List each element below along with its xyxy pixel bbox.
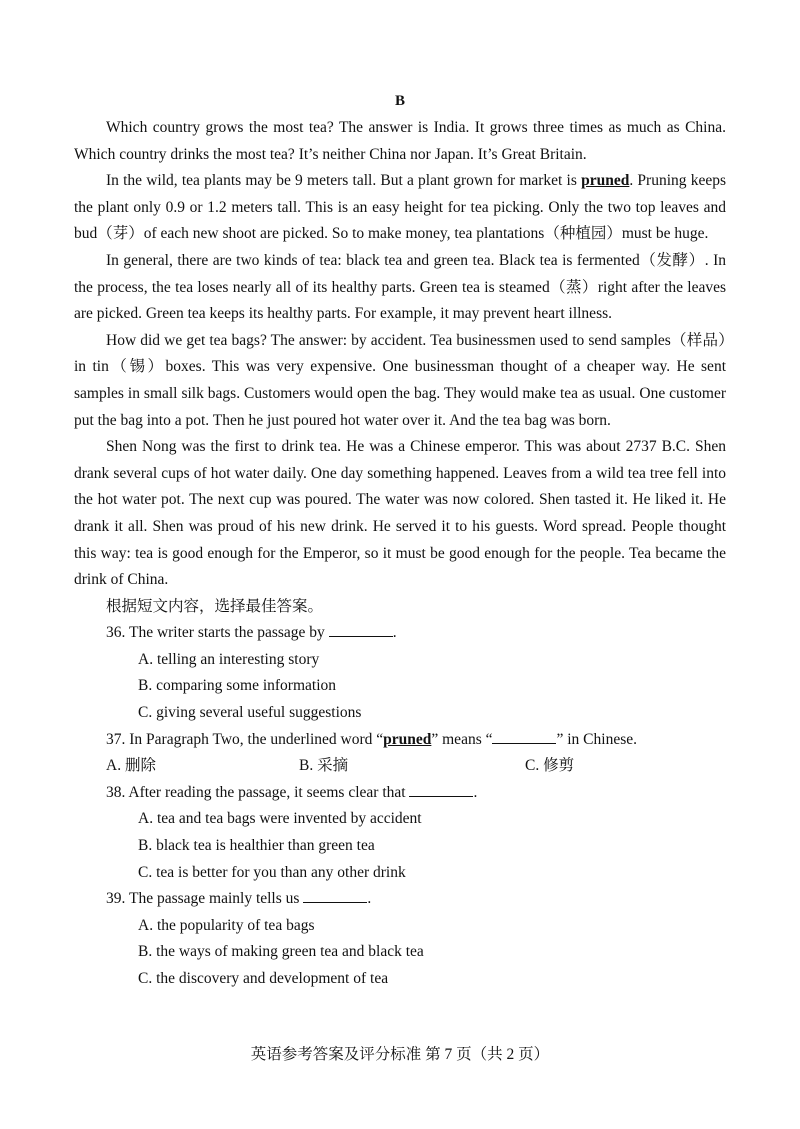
question-37-options	[74, 753, 726, 780]
question-37-option-b: B. 采摘	[299, 757, 349, 775]
paragraph-5: Shen Nong was the first to drink tea. He was a Chinese emperor. This was about 2737 B.C. Shen drank several cups of hot water daily. One day something happened. Leaves from a wild tea tree fell into the hot water pot. The next cup was poured. The water was now colored. Shen tasted it. He liked it. He drank it all. Shen was proud of his new drink. He served it to his guests. Word spread. People thought this way: tea is good enough for the Emperor, so it must be good enough for the people. Tea became the drink of China.	[74, 438, 726, 589]
paragraph-3: In general, there are two kinds of tea: black tea and green tea. Black tea is fermented（发酵）. In the process, the tea loses nearly all of its healthy parts. Green tea is steamed（蒸）right after the leaves are picked. Green tea keeps its healthy parts. For example, it may prevent heart illness.	[74, 251, 726, 323]
question-38-option-a: A. tea and tea bags were invented by accident	[138, 810, 422, 828]
question-38	[74, 780, 726, 807]
question-36-option-b: B. comparing some information	[138, 677, 337, 695]
passage-body	[74, 115, 726, 993]
question-37-word: pruned	[383, 730, 432, 748]
paragraph-2	[74, 168, 726, 248]
question-36	[74, 620, 726, 647]
question-38-option-b: B. black tea is healthier than green tea	[138, 837, 375, 855]
question-37-stem-b: ” means “	[431, 730, 493, 748]
underlined-word-pruned: pruned	[581, 172, 630, 190]
paragraph-2-part-2: . Pruning keeps the plant only 0.9 or 1.2 meters tall. This is an easy height for tea picking. Only the two top leaves and bud（芽）of each new shoot are picked. So to make money, tea plantations（种植园）must be huge.	[74, 172, 726, 243]
question-38-option-c: C. tea is better for you than any other drink	[138, 863, 406, 881]
section-title: B	[394, 93, 405, 109]
answer-blank	[492, 730, 556, 744]
question-39-option-a: A. the popularity of tea bags	[138, 916, 315, 934]
page-footer: 英语参考答案及评分标准 第 7 页（共 2 页）	[250, 1046, 550, 1063]
question-36-option-a: A. telling an interesting story	[138, 650, 320, 668]
question-37	[74, 727, 726, 754]
paragraph-1: Which country grows the most tea? The answer is India. It grows three times as much as China. Which country drinks the most tea? It’s neither China nor Japan. It’s Great Britain.	[74, 119, 726, 163]
answer-blank	[329, 623, 393, 637]
question-36-option-c: C. giving several useful suggestions	[138, 704, 362, 722]
paragraph-4: How did we get tea bags? The answer: by accident. Tea businessmen used to send samples（样品）in tin（锡）boxes. This was very expensive. One businessman thought of a cheaper way. He sent samples in small silk bags. Customers would open the bag. They would make tea as usual. One customer put the bag into a pot. Then he just poured hot water over it. And the tea bag was born.	[74, 331, 726, 429]
question-37-option-c: C. 修剪	[525, 757, 575, 775]
question-37-stem-c: ” in Chinese.	[556, 730, 637, 748]
question-37-stem-a: 37. In Paragraph Two, the underlined word “	[106, 730, 384, 748]
question-38-end: .	[473, 783, 478, 801]
question-instruction: 根据短文内容，选择最佳答案。	[106, 597, 324, 615]
answer-blank	[303, 889, 367, 903]
question-36-stem: 36. The writer starts the passage by	[106, 624, 329, 642]
paragraph-2-part-1: In the wild, tea plants may be 9 meters tall. But a plant grown for market is	[106, 172, 582, 190]
answer-blank	[409, 783, 473, 797]
question-38-stem: 38. After reading the passage, it seems clear that	[106, 783, 410, 801]
question-39-option-b: B. the ways of making green tea and black tea	[138, 943, 424, 961]
question-39-option-c: C. the discovery and development of tea	[138, 970, 389, 987]
question-39	[74, 886, 726, 913]
question-39-stem: 39. The passage mainly tells us	[106, 890, 304, 908]
question-39-end: .	[367, 890, 372, 908]
question-36-end: .	[392, 624, 397, 642]
question-37-option-a: A. 删除	[106, 757, 156, 775]
